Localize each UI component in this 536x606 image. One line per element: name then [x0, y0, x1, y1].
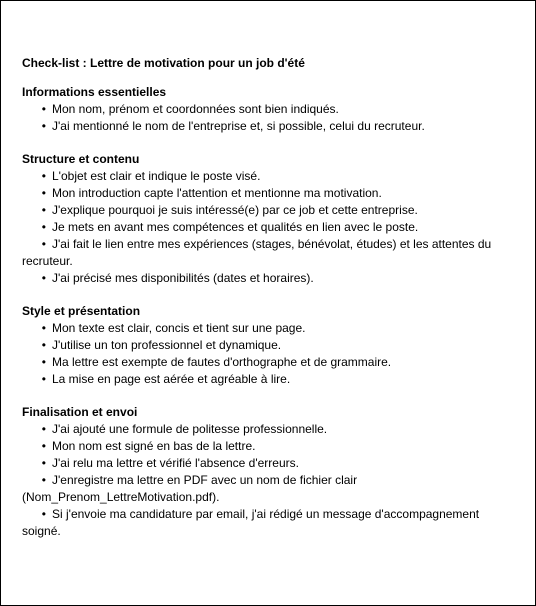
checklist-item-text: J'ai ajouté une formule de politesse professionnelle. [52, 422, 328, 436]
checklist-item [22, 168, 517, 185]
checklist-item-text: Mon nom est signé en bas de la lettre. [52, 439, 256, 453]
bullet-icon: • [41, 422, 46, 436]
checklist-item-text: J'ai mentionné le nom de l'entreprise et, si possible, celui du recruteur. [52, 119, 425, 133]
checklist-item-text: Mon nom, prénom et coordonnées sont bien indiqués. [52, 102, 339, 116]
checklist-item [22, 421, 517, 438]
section-style-et-presentation [22, 303, 517, 388]
checklist-item-text: J'ai précisé mes disponibilités (dates et horaires). [52, 271, 314, 285]
checklist-item [22, 337, 517, 354]
bullet-icon: • [41, 355, 46, 369]
checklist-item-text: La mise en page est aérée et agréable à lire. [52, 372, 291, 386]
bullet-icon: • [41, 456, 46, 470]
checklist-item [22, 236, 517, 270]
checklist-item [22, 101, 517, 118]
checklist-item-text: Mon texte est clair, concis et tient sur une page. [52, 321, 306, 335]
checklist-item-text: J'explique pourquoi je suis intéressé(e) par ce job et cette entreprise. [52, 203, 418, 217]
checklist-item-text: J'enregistre ma lettre en PDF avec un nom de fichier clair (Nom_Prenom_LettreMotivation.pdf). [22, 473, 358, 504]
section-informations-essentielles [22, 84, 517, 135]
checklist-item-text: L'objet est clair et indique le poste visé. [52, 169, 261, 183]
checklist-item [22, 118, 517, 135]
bullet-icon: • [41, 169, 46, 183]
section-structure-et-contenu [22, 151, 517, 287]
checklist-item-text: Si j'envoie ma candidature par email, j'ai rédigé un message d'accompagnement soigné. [22, 507, 480, 538]
bullet-icon: • [41, 186, 46, 200]
checklist-item [22, 185, 517, 202]
bullet-icon: • [41, 102, 46, 116]
checklist-item [22, 320, 517, 337]
document-content [22, 55, 517, 556]
section-heading: Finalisation et envoi [22, 405, 138, 419]
checklist-item-text: J'ai relu ma lettre et vérifié l'absence d'erreurs. [52, 456, 299, 470]
checklist-item [22, 371, 517, 388]
document-title: Check-list : Lettre de motivation pour un job d'été [22, 56, 305, 70]
bullet-icon: • [41, 372, 46, 386]
checklist-item [22, 438, 517, 455]
section-heading: Style et présentation [22, 304, 141, 318]
bullet-icon: • [41, 507, 46, 521]
bullet-icon: • [41, 321, 46, 335]
checklist-item-text: Mon introduction capte l'attention et mentionne ma motivation. [52, 186, 382, 200]
checklist-item-text: Ma lettre est exempte de fautes d'orthographe et de grammaire. [52, 355, 392, 369]
bullet-icon: • [41, 338, 46, 352]
section-finalisation-et-envoi [22, 404, 517, 540]
bullet-icon: • [41, 439, 46, 453]
checklist-item-text: J'ai fait le lien entre mes expériences (stages, bénévolat, études) et les attentes du recruteur. [22, 237, 492, 268]
checklist-item [22, 455, 517, 472]
checklist-item [22, 202, 517, 219]
bullet-icon: • [41, 203, 46, 217]
checklist-item [22, 506, 517, 540]
bullet-icon: • [41, 271, 46, 285]
checklist-item-text: Je mets en avant mes compétences et qualités en lien avec le poste. [52, 220, 419, 234]
checklist-item [22, 219, 517, 236]
section-heading: Structure et contenu [22, 152, 140, 166]
checklist-item [22, 354, 517, 371]
section-heading: Informations essentielles [22, 85, 167, 99]
checklist-item [22, 270, 517, 287]
bullet-icon: • [41, 220, 46, 234]
checklist-item-text: J'utilise un ton professionnel et dynamique. [52, 338, 282, 352]
bullet-icon: • [41, 473, 46, 487]
bullet-icon: • [41, 119, 46, 133]
checklist-item [22, 472, 517, 506]
bullet-icon: • [41, 237, 46, 251]
